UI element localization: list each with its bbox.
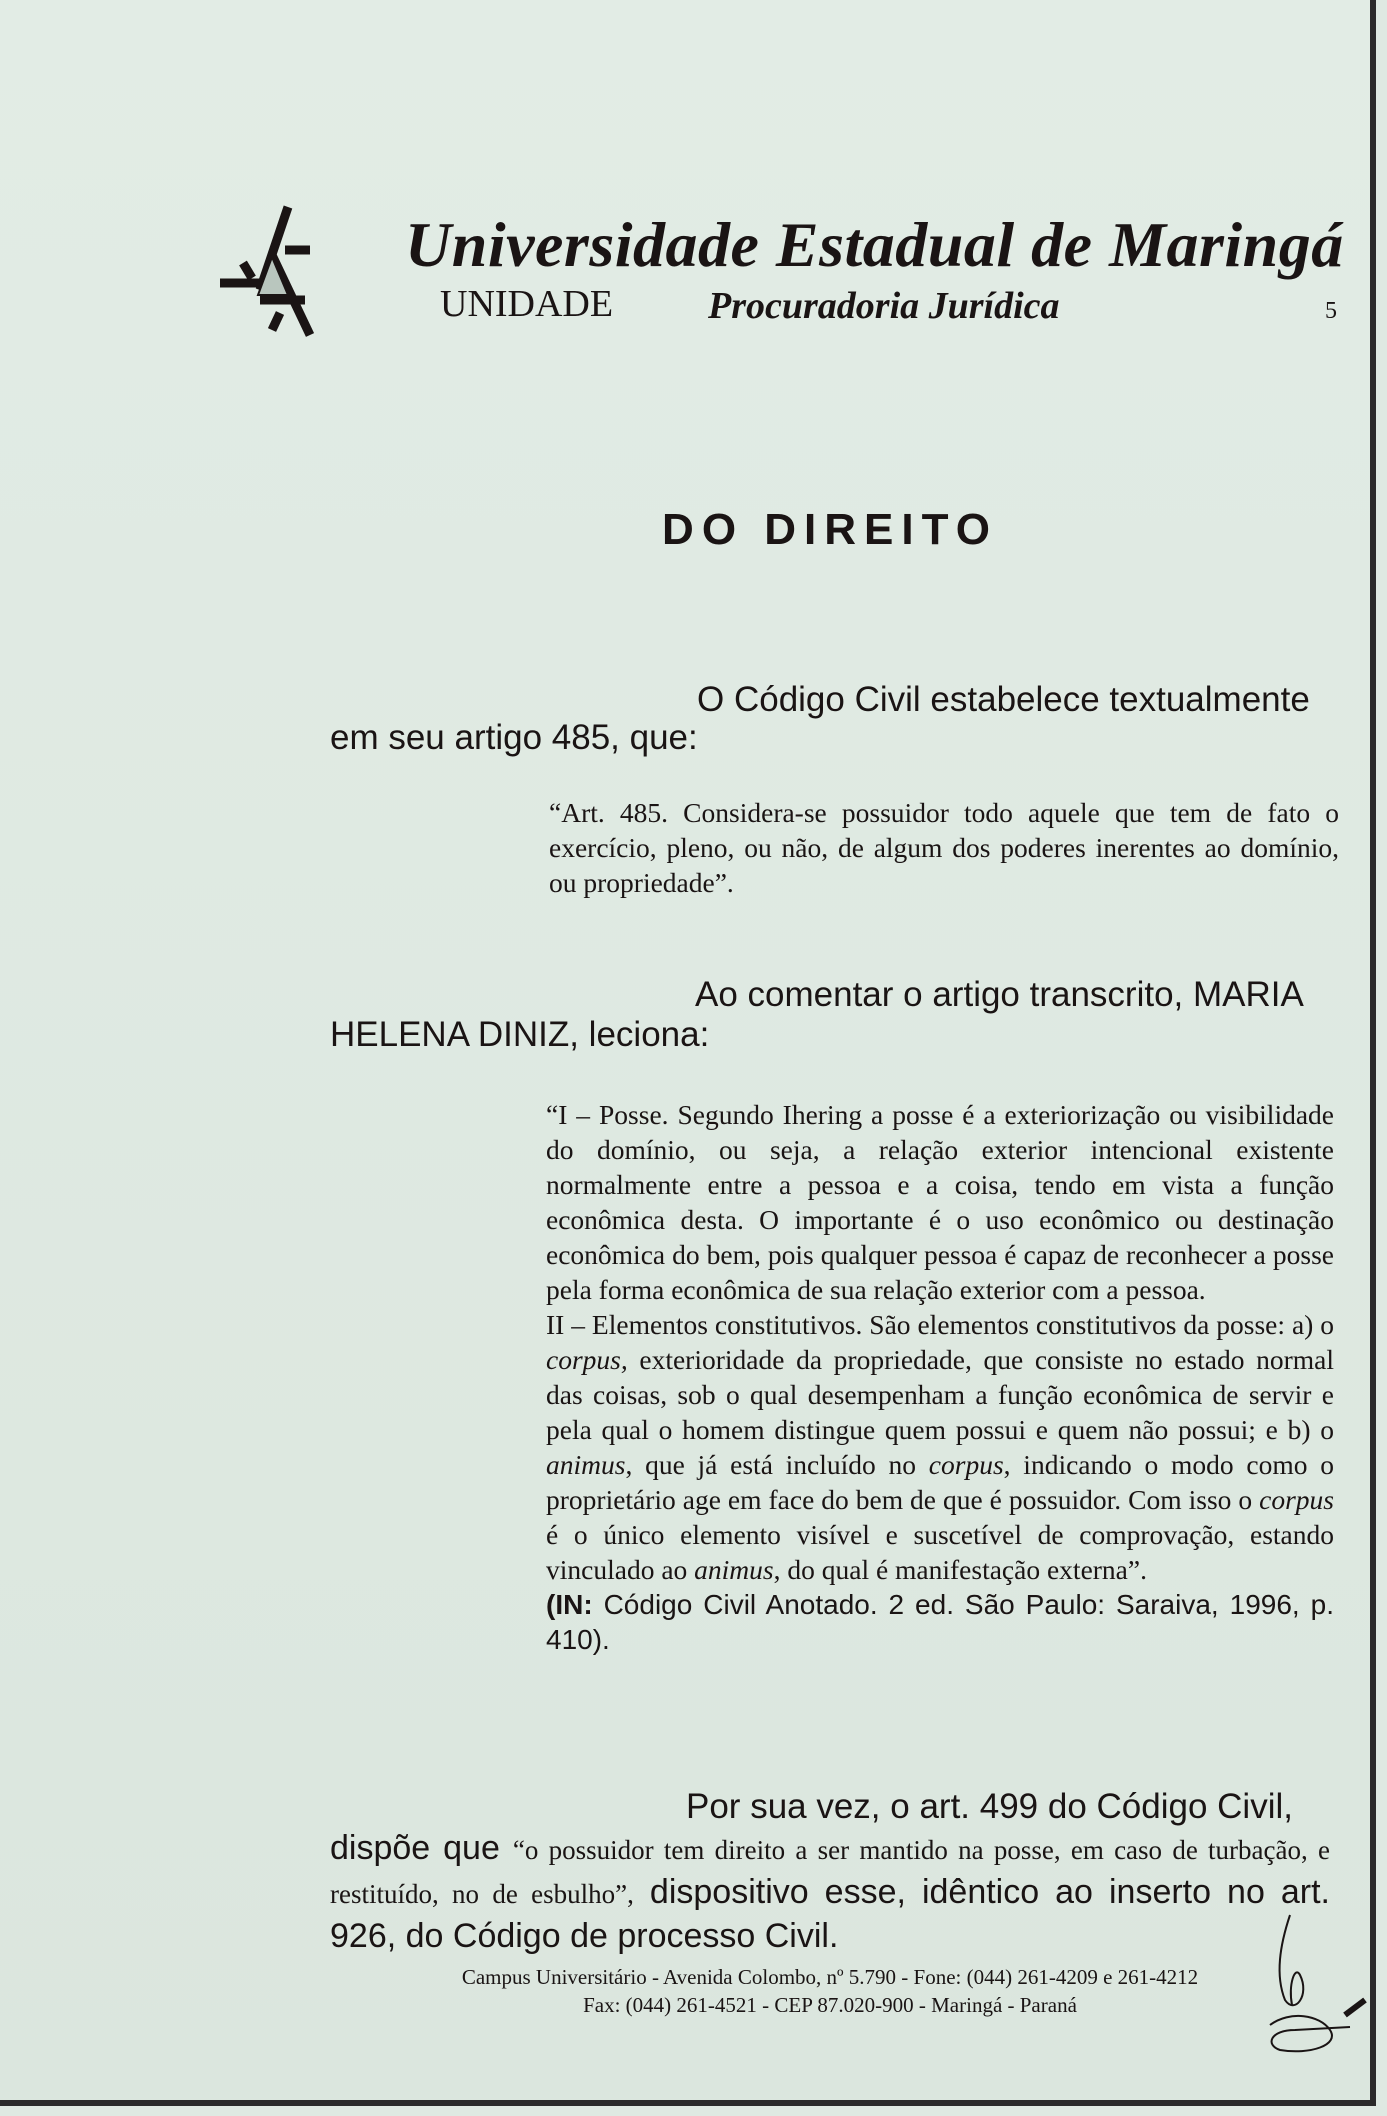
quote-part: , que já está incluído no — [625, 1449, 929, 1480]
unit-label: UNIDADE — [440, 283, 614, 325]
quote-maria-helena-diniz — [546, 1097, 1334, 1657]
paragraph-2-line-2: HELENA DINIZ, leciona: — [330, 1015, 710, 1054]
quote-italic: corpus — [928, 1449, 1004, 1480]
institution-name: Universidade Estadual de Maringá — [405, 209, 1344, 280]
section-title: DO DIREITO — [662, 505, 998, 554]
footer-line-1: Campus Universitário - Avenida Colombo, nº 5.790 - Fone: (044) 261-4209 e 261-4212 — [461, 1965, 1199, 1989]
quote-italic: corpus, — [546, 1344, 628, 1375]
paragraph-3-text: dispositivo esse, idêntico ao inserto no art. 926, do Código de processo Civil. — [330, 1873, 1330, 1955]
paragraph-3-line-1: Por sua vez, o art. 499 do Código Civil, — [686, 1787, 1293, 1826]
quote-part: é o único elemento visível e suscetível de comprovação, estando vinculado ao — [546, 1519, 1334, 1585]
quote-part: II – Elementos constitutivos. São elementos constitutivos da posse: a) o — [546, 1309, 1334, 1340]
citation-source: Código Civil Anotado. 2 ed. São Paulo: Saraiva, 1996, p. 410). — [546, 1589, 1334, 1655]
quote-italic: animus — [546, 1449, 626, 1480]
page-number: 5 — [1325, 298, 1337, 324]
citation — [546, 1587, 1334, 1657]
quote-art-485: “Art. 485. Considera-se possuidor todo aquele que tem de fato o exercício, pleno, ou não, de algum dos poderes inerentes ao domínio, ou propriedade”. — [549, 797, 1339, 898]
footer-address — [330, 1963, 1330, 2019]
quote-part: , indicando o modo como o proprietário age em face do bem de que é possuidor. Com isso o — [546, 1449, 1334, 1515]
quote-italic: corpus — [1259, 1484, 1334, 1515]
unit-name: Procuradoria Jurídica — [708, 285, 1060, 327]
paragraph-2-line-1: Ao comentar o artigo transcrito, MARIA — [695, 975, 1304, 1014]
quote-part: , do qual é manifestação externa”. — [773, 1554, 1147, 1585]
quote-part: exterioridade da propriedade, que consiste no estado normal das coisas, sob o qual desempenham a função econômica de servir e pela qual o homem distingue quem possui e quem não possui; e b) o — [546, 1344, 1334, 1445]
paragraph-3-quote: “o possuidor tem direito a ser mantido na posse, em caso de turbação, e restituído, no de esbulho”, — [330, 1835, 1330, 1909]
paragraph-1-line-2: em seu artigo 485, que: — [330, 718, 698, 757]
footer-line-2: Fax: (044) 261-4521 - CEP 87.020-900 - Maringá - Paraná — [583, 1993, 1077, 2017]
citation-in: (IN: — [546, 1589, 593, 1620]
paragraph-3-body — [330, 1827, 1330, 1957]
paragraph-1-line-1: O Código Civil estabelece textualmente — [697, 680, 1310, 719]
university-logo-icon — [210, 195, 360, 345]
handwritten-signature-icon — [1250, 1905, 1370, 2075]
quote-italic: animus — [694, 1554, 774, 1585]
quote-part: “I – Posse. Segundo Ihering a posse é a exteriorização ou visibilidade do domínio, ou seja, a relação exterior intencional existente normalmente entre a pessoa e a coisa, tendo em vista a função econômica desta. O importante é o uso econômico ou destinação econômica do bem, pois qualquer pessoa é capaz de reconhecer a posse pela forma econômica de sua relação exterior com a pessoa. — [546, 1099, 1334, 1305]
paragraph-3-text: dispõe que — [330, 1829, 513, 1867]
